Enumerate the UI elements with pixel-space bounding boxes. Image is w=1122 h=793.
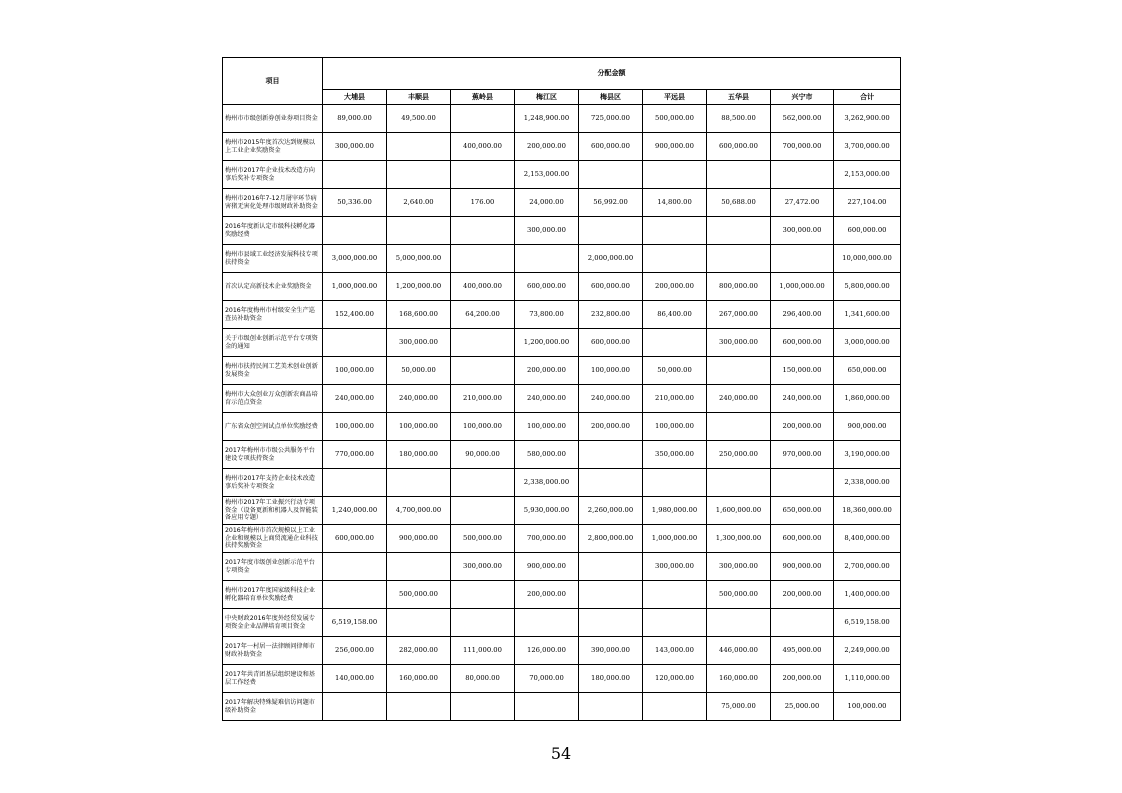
table-row — [223, 217, 901, 245]
amount-cell: 2,338,000.00 — [515, 469, 579, 497]
amount-cell: 210,000.00 — [451, 385, 515, 413]
amount-cell: 725,000.00 — [579, 105, 643, 133]
amount-cell — [515, 693, 579, 721]
amount-cell: 250,000.00 — [707, 441, 771, 469]
row-item-name: 2017年一村居一法律顾问律师市财政补助资金 — [223, 637, 323, 665]
amount-cell — [707, 357, 771, 385]
amount-cell — [771, 245, 834, 273]
amount-cell: 3,000,000.00 — [834, 329, 901, 357]
column-header: 合计 — [834, 90, 901, 105]
amount-cell: 700,000.00 — [771, 133, 834, 161]
amount-cell: 152,400.00 — [323, 301, 387, 329]
table-row — [223, 693, 901, 721]
amount-cell: 600,000.00 — [771, 329, 834, 357]
amount-cell — [643, 693, 707, 721]
amount-cell — [323, 161, 387, 189]
amount-cell — [707, 245, 771, 273]
amount-cell: 227,104.00 — [834, 189, 901, 217]
amount-cell — [451, 245, 515, 273]
amount-cell: 70,000.00 — [515, 665, 579, 693]
amount-cell: 500,000.00 — [643, 105, 707, 133]
amount-cell: 240,000.00 — [707, 385, 771, 413]
amount-cell: 10,000,000.00 — [834, 245, 901, 273]
amount-cell: 650,000.00 — [834, 357, 901, 385]
amount-cell — [451, 329, 515, 357]
amount-cell — [771, 161, 834, 189]
amount-cell: 390,000.00 — [579, 637, 643, 665]
amount-cell: 100,000.00 — [515, 413, 579, 441]
amount-cell — [579, 693, 643, 721]
amount-cell: 100,000.00 — [834, 693, 901, 721]
amount-cell — [643, 161, 707, 189]
amount-cell: 176.00 — [451, 189, 515, 217]
amount-cell — [579, 217, 643, 245]
row-item-name: 梅州市2017年企业技术改造方向事后奖补专项资金 — [223, 161, 323, 189]
amount-cell: 600,000.00 — [579, 273, 643, 301]
amount-cell: 100,000.00 — [323, 357, 387, 385]
table-row — [223, 105, 901, 133]
amount-cell: 88,500.00 — [707, 105, 771, 133]
amount-cell: 75,000.00 — [707, 693, 771, 721]
amount-cell: 18,360,000.00 — [834, 497, 901, 525]
amount-cell: 180,000.00 — [387, 441, 451, 469]
amount-cell: 200,000.00 — [515, 357, 579, 385]
row-item-name: 2017年度市级创业创新示范平台专项资金 — [223, 553, 323, 581]
amount-cell: 300,000.00 — [707, 553, 771, 581]
amount-cell — [707, 469, 771, 497]
amount-cell: 5,000,000.00 — [387, 245, 451, 273]
amount-cell: 900,000.00 — [834, 413, 901, 441]
amount-cell: 2,338,000.00 — [834, 469, 901, 497]
amount-cell: 500,000.00 — [707, 581, 771, 609]
amount-cell: 900,000.00 — [771, 553, 834, 581]
column-header: 梅江区 — [515, 90, 579, 105]
amount-cell — [451, 609, 515, 637]
amount-cell: 150,000.00 — [771, 357, 834, 385]
table-row — [223, 189, 901, 217]
table-row — [223, 637, 901, 665]
column-header: 兴宁市 — [771, 90, 834, 105]
amount-cell — [451, 105, 515, 133]
amount-cell: 500,000.00 — [387, 581, 451, 609]
table-row — [223, 553, 901, 581]
row-item-name: 梅州市2017年度国家级科技企业孵化器培育单位奖励经费 — [223, 581, 323, 609]
column-header-row — [223, 90, 901, 105]
amount-cell: 900,000.00 — [515, 553, 579, 581]
amount-cell: 200,000.00 — [515, 133, 579, 161]
amount-cell: 2,260,000.00 — [579, 497, 643, 525]
amount-cell: 400,000.00 — [451, 133, 515, 161]
amount-cell — [387, 553, 451, 581]
table-row — [223, 413, 901, 441]
amount-cell: 1,000,000.00 — [643, 525, 707, 553]
column-header: 五华县 — [707, 90, 771, 105]
amount-cell: 200,000.00 — [643, 273, 707, 301]
amount-cell: 1,000,000.00 — [323, 273, 387, 301]
amount-cell: 1,248,900.00 — [515, 105, 579, 133]
amount-cell: 5,930,000.00 — [515, 497, 579, 525]
header-item: 项目 — [223, 58, 323, 105]
table-row — [223, 133, 901, 161]
amount-cell — [579, 441, 643, 469]
row-item-name: 2017年梅州市市级公共服务平台建设专项扶持资金 — [223, 441, 323, 469]
amount-cell: 600,000.00 — [834, 217, 901, 245]
amount-cell — [451, 581, 515, 609]
amount-cell: 90,000.00 — [451, 441, 515, 469]
amount-cell — [387, 469, 451, 497]
amount-cell — [323, 217, 387, 245]
table-row — [223, 357, 901, 385]
amount-cell: 200,000.00 — [579, 413, 643, 441]
amount-cell: 800,000.00 — [707, 273, 771, 301]
amount-cell: 300,000.00 — [515, 217, 579, 245]
amount-cell — [451, 161, 515, 189]
amount-cell: 1,240,000.00 — [323, 497, 387, 525]
amount-cell — [643, 217, 707, 245]
amount-cell — [515, 609, 579, 637]
amount-cell: 1,860,000.00 — [834, 385, 901, 413]
amount-cell — [387, 609, 451, 637]
amount-cell: 25,000.00 — [771, 693, 834, 721]
amount-cell: 64,200.00 — [451, 301, 515, 329]
amount-cell: 600,000.00 — [707, 133, 771, 161]
row-item-name: 梅州市2017年工业振兴行动专项资金（设备更新和机器人及智能装备应用专题） — [223, 497, 323, 525]
amount-cell: 300,000.00 — [643, 553, 707, 581]
amount-cell — [643, 329, 707, 357]
amount-cell — [579, 469, 643, 497]
table-row — [223, 469, 901, 497]
amount-cell: 446,000.00 — [707, 637, 771, 665]
amount-cell: 240,000.00 — [771, 385, 834, 413]
amount-cell — [387, 161, 451, 189]
amount-cell — [323, 581, 387, 609]
amount-cell: 50,000.00 — [643, 357, 707, 385]
amount-cell: 56,992.00 — [579, 189, 643, 217]
amount-cell — [451, 469, 515, 497]
amount-cell: 1,600,000.00 — [707, 497, 771, 525]
amount-cell: 100,000.00 — [387, 413, 451, 441]
amount-cell: 100,000.00 — [643, 413, 707, 441]
table-row — [223, 525, 901, 553]
amount-cell: 650,000.00 — [771, 497, 834, 525]
amount-cell: 900,000.00 — [643, 133, 707, 161]
amount-cell: 50,688.00 — [707, 189, 771, 217]
amount-cell: 600,000.00 — [579, 329, 643, 357]
row-item-name: 广东省众创空间试点单位奖励经费 — [223, 413, 323, 441]
amount-cell — [451, 357, 515, 385]
column-header: 平远县 — [643, 90, 707, 105]
amount-cell: 100,000.00 — [451, 413, 515, 441]
amount-cell: 1,200,000.00 — [387, 273, 451, 301]
amount-cell: 2,700,000.00 — [834, 553, 901, 581]
amount-cell — [323, 469, 387, 497]
amount-cell: 1,980,000.00 — [643, 497, 707, 525]
amount-cell: 282,000.00 — [387, 637, 451, 665]
amount-cell — [323, 329, 387, 357]
amount-cell: 300,000.00 — [771, 217, 834, 245]
column-header: 丰顺县 — [387, 90, 451, 105]
amount-cell: 350,000.00 — [643, 441, 707, 469]
amount-cell: 111,000.00 — [451, 637, 515, 665]
column-header: 大埔县 — [323, 90, 387, 105]
amount-cell: 300,000.00 — [387, 329, 451, 357]
amount-cell — [323, 553, 387, 581]
amount-cell — [579, 609, 643, 637]
amount-cell: 2,153,000.00 — [834, 161, 901, 189]
amount-cell: 24,000.00 — [515, 189, 579, 217]
amount-cell: 49,500.00 — [387, 105, 451, 133]
amount-cell — [643, 469, 707, 497]
amount-cell: 600,000.00 — [771, 525, 834, 553]
amount-cell: 14,800.00 — [643, 189, 707, 217]
header-allocation: 分配金额 — [323, 58, 901, 90]
amount-cell: 80,000.00 — [451, 665, 515, 693]
table-row — [223, 609, 901, 637]
amount-cell: 120,000.00 — [643, 665, 707, 693]
row-item-name: 梅州市2016年7-12月屠宰环节病害猪无害化处理市级财政补助资金 — [223, 189, 323, 217]
amount-cell: 300,000.00 — [323, 133, 387, 161]
amount-cell: 1,300,000.00 — [707, 525, 771, 553]
amount-cell: 86,400.00 — [643, 301, 707, 329]
amount-cell: 600,000.00 — [579, 133, 643, 161]
amount-cell — [387, 133, 451, 161]
amount-cell: 210,000.00 — [643, 385, 707, 413]
amount-cell: 100,000.00 — [323, 413, 387, 441]
table-row — [223, 245, 901, 273]
amount-cell — [451, 497, 515, 525]
amount-cell: 300,000.00 — [451, 553, 515, 581]
amount-cell: 296,400.00 — [771, 301, 834, 329]
amount-cell: 140,000.00 — [323, 665, 387, 693]
table-row — [223, 581, 901, 609]
row-item-name: 梅州市县域工业经济发展科技专项扶持资金 — [223, 245, 323, 273]
amount-cell: 562,000.00 — [771, 105, 834, 133]
amount-cell: 600,000.00 — [515, 273, 579, 301]
amount-cell: 50,000.00 — [387, 357, 451, 385]
amount-cell: 232,800.00 — [579, 301, 643, 329]
amount-cell — [707, 609, 771, 637]
amount-cell: 168,600.00 — [387, 301, 451, 329]
amount-cell: 300,000.00 — [707, 329, 771, 357]
row-item-name: 关于市级创业创新示范平台专项资金的通知 — [223, 329, 323, 357]
amount-cell: 1,110,000.00 — [834, 665, 901, 693]
amount-cell: 3,700,000.00 — [834, 133, 901, 161]
row-item-name: 梅州市2015年度首次达到规模以上工业企业奖励资金 — [223, 133, 323, 161]
amount-cell — [707, 413, 771, 441]
amount-cell: 200,000.00 — [771, 665, 834, 693]
amount-cell — [643, 609, 707, 637]
amount-cell: 160,000.00 — [387, 665, 451, 693]
amount-cell: 3,190,000.00 — [834, 441, 901, 469]
amount-cell: 200,000.00 — [771, 413, 834, 441]
amount-cell: 6,519,158.00 — [834, 609, 901, 637]
amount-cell: 240,000.00 — [515, 385, 579, 413]
amount-cell: 500,000.00 — [451, 525, 515, 553]
allocation-table — [222, 57, 901, 721]
amount-cell — [771, 609, 834, 637]
table-body — [223, 105, 901, 721]
amount-cell: 770,000.00 — [323, 441, 387, 469]
table-row — [223, 497, 901, 525]
amount-cell: 700,000.00 — [515, 525, 579, 553]
page-number: 54 — [550, 744, 572, 763]
amount-cell: 240,000.00 — [323, 385, 387, 413]
amount-cell: 3,000,000.00 — [323, 245, 387, 273]
amount-cell: 5,800,000.00 — [834, 273, 901, 301]
amount-cell: 267,000.00 — [707, 301, 771, 329]
amount-cell: 2,249,000.00 — [834, 637, 901, 665]
column-header: 梅县区 — [579, 90, 643, 105]
amount-cell — [643, 581, 707, 609]
amount-cell: 160,000.00 — [707, 665, 771, 693]
amount-cell — [323, 693, 387, 721]
amount-cell: 1,200,000.00 — [515, 329, 579, 357]
amount-cell: 8,400,000.00 — [834, 525, 901, 553]
amount-cell: 2,000,000.00 — [579, 245, 643, 273]
amount-cell — [707, 161, 771, 189]
amount-cell: 580,000.00 — [515, 441, 579, 469]
amount-cell: 240,000.00 — [579, 385, 643, 413]
amount-cell: 143,000.00 — [643, 637, 707, 665]
amount-cell: 4,700,000.00 — [387, 497, 451, 525]
amount-cell — [771, 469, 834, 497]
row-item-name: 2017年共青团基层组织建设和基层工作经费 — [223, 665, 323, 693]
amount-cell — [451, 217, 515, 245]
amount-cell — [387, 693, 451, 721]
amount-cell: 200,000.00 — [771, 581, 834, 609]
amount-cell: 89,000.00 — [323, 105, 387, 133]
amount-cell: 400,000.00 — [451, 273, 515, 301]
amount-cell — [451, 693, 515, 721]
amount-cell — [579, 161, 643, 189]
row-item-name: 梅州市市级创新券创业券项目资金 — [223, 105, 323, 133]
amount-cell — [643, 245, 707, 273]
table-row — [223, 161, 901, 189]
amount-cell: 1,341,600.00 — [834, 301, 901, 329]
amount-cell: 50,336.00 — [323, 189, 387, 217]
row-item-name: 中央财政2016年度外经贸发展专项资金企业品牌培育项目资金 — [223, 609, 323, 637]
row-item-name: 2016年度新认定市级科技孵化器奖励经费 — [223, 217, 323, 245]
row-item-name: 2017年解决特殊疑难信访问题市级补助资金 — [223, 693, 323, 721]
amount-cell: 2,640.00 — [387, 189, 451, 217]
amount-cell: 3,262,900.00 — [834, 105, 901, 133]
row-item-name: 首次认定高新技术企业奖励资金 — [223, 273, 323, 301]
amount-cell: 27,472.00 — [771, 189, 834, 217]
row-item-name: 梅州市大众创业万众创新农商品培育示范点资金 — [223, 385, 323, 413]
table-row — [223, 385, 901, 413]
amount-cell: 256,000.00 — [323, 637, 387, 665]
amount-cell: 1,000,000.00 — [771, 273, 834, 301]
amount-cell: 200,000.00 — [515, 581, 579, 609]
amount-cell: 2,800,000.00 — [579, 525, 643, 553]
row-item-name: 2016年梅州市首次规模以上工业企业和规模以上商贸流通企业科技扶持奖励资金 — [223, 525, 323, 553]
amount-cell: 100,000.00 — [579, 357, 643, 385]
amount-cell — [579, 581, 643, 609]
amount-cell: 900,000.00 — [387, 525, 451, 553]
table-row — [223, 329, 901, 357]
amount-cell: 73,800.00 — [515, 301, 579, 329]
amount-cell: 240,000.00 — [387, 385, 451, 413]
amount-cell: 2,153,000.00 — [515, 161, 579, 189]
table-row — [223, 273, 901, 301]
amount-cell: 180,000.00 — [579, 665, 643, 693]
amount-cell: 6,519,158.00 — [323, 609, 387, 637]
amount-cell: 970,000.00 — [771, 441, 834, 469]
amount-cell — [387, 217, 451, 245]
table-row — [223, 441, 901, 469]
amount-cell — [515, 245, 579, 273]
column-header: 蕉岭县 — [451, 90, 515, 105]
table-row — [223, 301, 901, 329]
amount-cell: 126,000.00 — [515, 637, 579, 665]
amount-cell — [707, 217, 771, 245]
row-item-name: 梅州市2017年支持企业技术改造事后奖补专项资金 — [223, 469, 323, 497]
amount-cell: 600,000.00 — [323, 525, 387, 553]
amount-cell — [579, 553, 643, 581]
allocation-table-container — [222, 57, 900, 721]
table-row — [223, 665, 901, 693]
row-item-name: 2016年度梅州市村级安全生产巡查员补助资金 — [223, 301, 323, 329]
row-item-name: 梅州市扶持民间工艺美术创业创新发展资金 — [223, 357, 323, 385]
amount-cell: 1,400,000.00 — [834, 581, 901, 609]
amount-cell: 495,000.00 — [771, 637, 834, 665]
